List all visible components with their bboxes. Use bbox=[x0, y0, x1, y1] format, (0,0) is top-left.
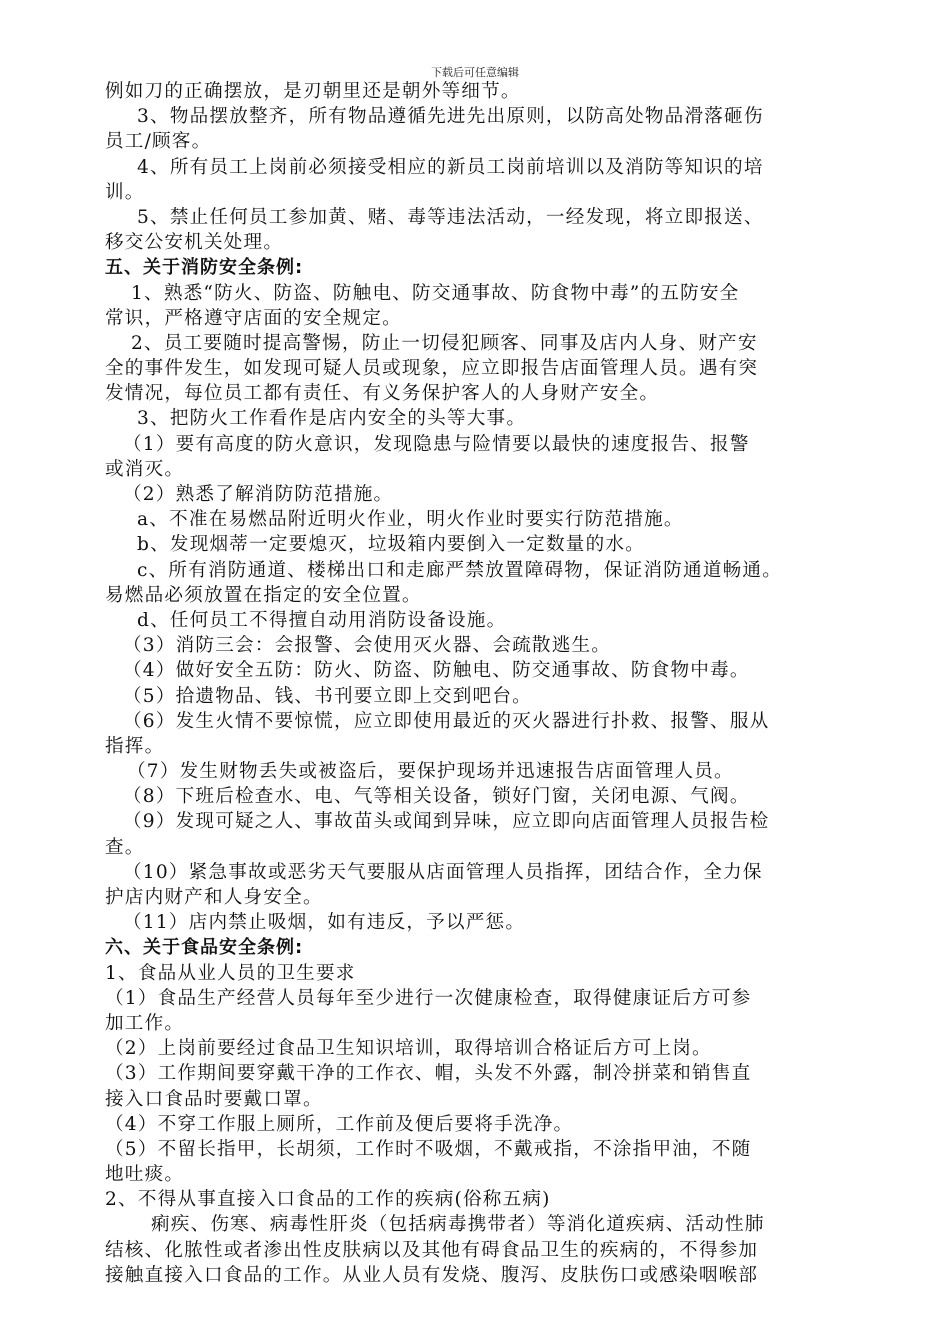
text-line: （3）工作期间要穿戴干净的工作衣、帽，头发不外露，制冷拼菜和销售直 bbox=[105, 1063, 752, 1085]
text-line: （1）食品生产经营人员每年至少进行一次健康检查，取得健康证后方可参 bbox=[105, 987, 752, 1009]
text-line: 加工作。 bbox=[105, 1012, 185, 1034]
text-line: b、发现烟蒂一定要熄灭，垃圾箱内要倒入一定数量的水。 bbox=[137, 534, 645, 556]
text-line: （11）店内禁止吸烟，如有违反，予以严惩。 bbox=[123, 912, 526, 934]
text-line: （4）不穿工作服上厕所，工作前及便后要将手洗净。 bbox=[105, 1113, 574, 1135]
text-line: 移交公安机关处理。 bbox=[105, 232, 284, 254]
text-line: 护店内财产和人身安全。 bbox=[105, 887, 323, 908]
text-line: （6）发生火情不要惊慌，应立即使用最近的灭火器进行扑救、报警、服从 bbox=[123, 710, 770, 732]
text-line: （4）做好安全五防：防火、防盗、防触电、防交通事故、防食物中毒。 bbox=[123, 660, 750, 682]
text-line: 员工/顾客。 bbox=[105, 131, 212, 153]
text-line: （8）下班后检查水、电、气等相关设备，锁好门窗，关闭电源、气阀。 bbox=[123, 786, 750, 808]
text-line: 接入口食品时要戴口罩。 bbox=[105, 1088, 323, 1110]
text-line: 3、物品摆放整齐，所有物品遵循先进先出原则，以防高处物品滑落砸伤 bbox=[137, 106, 764, 128]
text-line: （2）熟悉了解消防防范措施。 bbox=[123, 484, 394, 505]
text-line: 指挥。 bbox=[105, 735, 165, 757]
text-line: （2）上岗前要经过食品卫生知识培训，取得培训合格证后方可上岗。 bbox=[105, 1038, 712, 1060]
text-line: a、不准在易燃品附近明火作业，明火作业时要实行防范措施。 bbox=[137, 509, 684, 531]
text-line: c、所有消防通道、楼梯出口和走廊严禁放置障碍物，保证消防通道畅通。 bbox=[137, 559, 783, 581]
text-line: （7）发生财物丢失或被盗后，要保护现场并迅速报告店面管理人员。 bbox=[127, 761, 734, 783]
text-line: （5）拾遗物品、钱、书刊要立即上交到吧台。 bbox=[123, 685, 532, 707]
text-line: （10）紧急事故或恶劣天气要服从店面管理人员指挥，团结合作，全力保 bbox=[123, 861, 763, 883]
text-line: 查。 bbox=[105, 836, 145, 858]
text-line: 常识，严格遵守店面的安全规定。 bbox=[105, 307, 402, 329]
document-body bbox=[105, 79, 850, 1288]
text-line: 5、禁止任何员工参加黄、赌、毒等违法活动，一经发现，将立即报送、 bbox=[137, 206, 764, 228]
text-line: 1、食品从业人员的卫生要求 bbox=[105, 962, 356, 984]
text-line: 地吐痰。 bbox=[105, 1164, 185, 1186]
text-line: 全的事件发生，如发现可疑人员或现象，应立即报告店面管理人员。遇有突 bbox=[105, 358, 759, 380]
text-line: （5）不留长指甲，长胡须，工作时不吸烟，不戴戒指，不涂指甲油，不随 bbox=[105, 1138, 752, 1160]
text-line: 结核、化脓性或者渗出性皮肤病以及其他有碍食品卫生的疾病的，不得参加 bbox=[105, 1239, 759, 1261]
text-line: d、任何员工不得擅自动用消防设备设施。 bbox=[137, 609, 507, 631]
section-heading: 六、关于食品安全条例: bbox=[105, 937, 304, 959]
text-line: 接触直接入口食品的工作。从业人员有发烧、腹泻、皮肤伤口或感染咽喉部 bbox=[105, 1264, 759, 1286]
text-line: 1、熟悉“防火、防盗、防触电、防交通事故、防食物中毒”的五防安全 bbox=[131, 282, 740, 304]
text-line: 训。 bbox=[105, 181, 145, 203]
text-line: 2、不得从事直接入口食品的工作的疾病(俗称五病) bbox=[105, 1189, 551, 1211]
page-header: 下载后可任意编辑 bbox=[431, 66, 519, 79]
text-line: 3、把防火工作看作是店内安全的头等大事。 bbox=[137, 408, 527, 430]
text-line: 或消灭。 bbox=[105, 458, 185, 480]
text-line: 发情况，每位员工都有责任、有义务保护客人的人身财产安全。 bbox=[105, 383, 660, 405]
text-line: 2、员工要随时提高警惕，防止一切侵犯顾客、同事及店内人身、财产安 bbox=[131, 332, 758, 354]
text-line: （1）要有高度的防火意识，发现隐患与险情要以最快的速度报告、报警 bbox=[123, 433, 750, 455]
text-line: 痢疾、伤寒、病毒性肝炎（包括病毒携带者）等消化道疾病、活动性肺 bbox=[151, 1214, 765, 1236]
text-line: 例如刀的正确摆放，是刃朝里还是朝外等细节。 bbox=[105, 81, 521, 102]
text-line: 4、所有员工上岗前必须接受相应的新员工岗前培训以及消防等知识的培 bbox=[137, 156, 764, 178]
text-line: 易燃品必须放置在指定的安全位置。 bbox=[105, 584, 422, 606]
text-line: （9）发现可疑之人、事故苗头或闻到异味，应立即向店面管理人员报告检 bbox=[123, 811, 770, 833]
section-heading: 五、关于消防安全条例: bbox=[105, 257, 304, 279]
text-line: （3）消防三会：会报警、会使用灭火器、会疏散逃生。 bbox=[123, 635, 612, 657]
